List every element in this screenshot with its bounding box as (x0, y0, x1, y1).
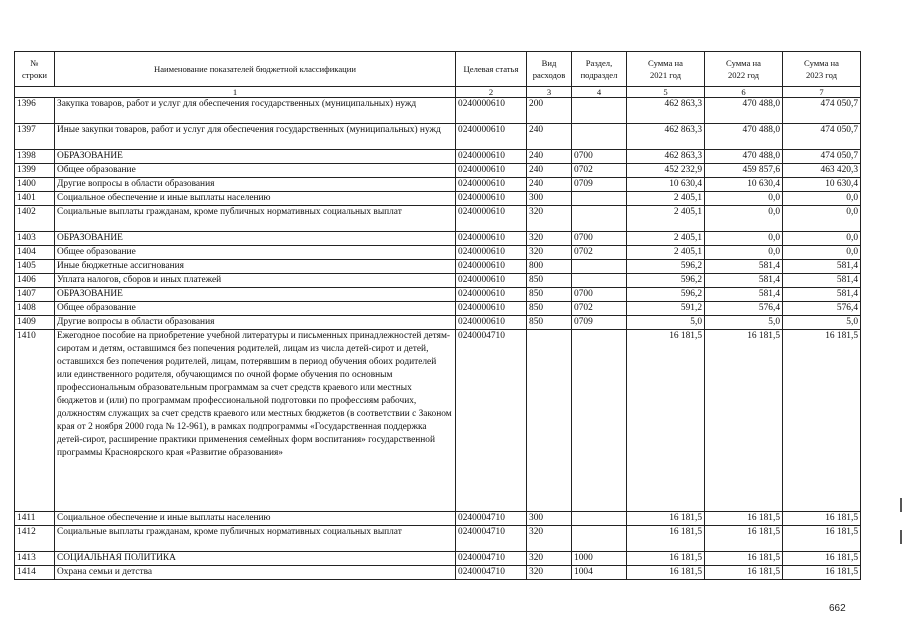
row-sum-2021: 16 181,5 (627, 330, 705, 512)
row-sum-2022: 576,4 (705, 302, 783, 316)
row-sum-2023: 16 181,5 (783, 566, 861, 580)
row-expense-type: 320 (527, 206, 572, 232)
table-row (15, 552, 861, 566)
row-expense-type: 300 (527, 192, 572, 206)
table-header-row (15, 52, 861, 87)
row-section (572, 124, 627, 150)
header-sum-2023: Сумма на 2023 год (783, 52, 861, 87)
row-name: Социальные выплаты гражданам, кроме публичных нормативных социальных выплат (55, 206, 456, 232)
row-number: 1402 (15, 206, 55, 232)
row-section (572, 192, 627, 206)
header-row-number: № строки (15, 52, 55, 87)
row-sum-2022: 16 181,5 (705, 330, 783, 512)
row-name: ОБРАЗОВАНИЕ (55, 150, 456, 164)
row-target-article: 0240000610 (456, 302, 527, 316)
row-section (572, 512, 627, 526)
scan-edge-mark (900, 530, 902, 544)
column-number-2: 2 (456, 87, 527, 98)
row-sum-2021: 2 405,1 (627, 206, 705, 232)
table-row (15, 206, 861, 232)
row-sum-2022: 10 630,4 (705, 178, 783, 192)
row-sum-2022: 470 488,0 (705, 124, 783, 150)
row-expense-type: 320 (527, 566, 572, 580)
row-target-article: 0240000610 (456, 316, 527, 330)
row-expense-type: 240 (527, 164, 572, 178)
row-number: 1405 (15, 260, 55, 274)
row-expense-type: 320 (527, 232, 572, 246)
header-expense-type: Вид расходов (527, 52, 572, 87)
row-target-article: 0240000610 (456, 246, 527, 260)
row-section (572, 98, 627, 124)
row-name: Другие вопросы в области образования (55, 316, 456, 330)
budget-table (14, 51, 861, 580)
table-row (15, 192, 861, 206)
table-row (15, 526, 861, 552)
row-sum-2021: 2 405,1 (627, 232, 705, 246)
row-expense-type: 200 (527, 98, 572, 124)
row-section: 0709 (572, 316, 627, 330)
column-number-7: 7 (783, 87, 861, 98)
column-number-6: 6 (705, 87, 783, 98)
row-section: 0702 (572, 164, 627, 178)
table-row (15, 124, 861, 150)
row-sum-2021: 462 863,3 (627, 150, 705, 164)
row-name: Общее образование (55, 246, 456, 260)
row-name: Ежегодное пособие на приобретение учебной литературы и письменных принадлежностей детям-сиротам и детям, оставшимся без попечения родителей, лицам из числа детей-сирот и детей, оставшихся без попечения родителей, лицам, потерявшим в период обучения обоих родителей или единственного родителя, обучающимся по очной форме обучения по основным профессиональным образовательным программам за счет средств краевого или местных бюджетов и (или) по программам профессиональной подготовки по профессиям рабочих, должностям служащих за счет средств краевого или местных бюджетов (в соответствии с Законом края от 2 ноября 2000 года № 12-961), в рамках подпрограммы «Государственная поддержка детей-сирот, расширение практики применения семейных форм воспитания» государственной программы Красноярского края «Развитие образования» (55, 330, 456, 512)
row-name: Охрана семьи и детства (55, 566, 456, 580)
row-sum-2022: 16 181,5 (705, 512, 783, 526)
row-sum-2023: 16 181,5 (783, 512, 861, 526)
row-expense-type: 850 (527, 274, 572, 288)
row-sum-2022: 0,0 (705, 192, 783, 206)
table-row (15, 302, 861, 316)
row-number: 1398 (15, 150, 55, 164)
row-sum-2022: 16 181,5 (705, 552, 783, 566)
row-name: ОБРАЗОВАНИЕ (55, 288, 456, 302)
row-sum-2021: 462 863,3 (627, 124, 705, 150)
table-row (15, 566, 861, 580)
row-sum-2021: 16 181,5 (627, 566, 705, 580)
row-number: 1408 (15, 302, 55, 316)
row-name: Иные закупки товаров, работ и услуг для обеспечения государственных (муниципальных) нужд (55, 124, 456, 150)
row-sum-2023: 581,4 (783, 288, 861, 302)
row-expense-type: 850 (527, 316, 572, 330)
row-number: 1406 (15, 274, 55, 288)
row-name: Социальные выплаты гражданам, кроме публичных нормативных социальных выплат (55, 526, 456, 552)
row-expense-type: 240 (527, 178, 572, 192)
row-sum-2021: 10 630,4 (627, 178, 705, 192)
row-name: Другие вопросы в области образования (55, 178, 456, 192)
table-row (15, 330, 861, 512)
row-number: 1409 (15, 316, 55, 330)
row-section: 0702 (572, 302, 627, 316)
row-sum-2023: 10 630,4 (783, 178, 861, 192)
row-section: 1004 (572, 566, 627, 580)
row-expense-type: 850 (527, 302, 572, 316)
row-sum-2023: 0,0 (783, 206, 861, 232)
table-row (15, 288, 861, 302)
row-target-article: 0240000610 (456, 232, 527, 246)
row-expense-type: 300 (527, 512, 572, 526)
row-target-article: 0240004710 (456, 330, 527, 512)
row-sum-2022: 470 488,0 (705, 150, 783, 164)
table-row (15, 246, 861, 260)
row-sum-2021: 596,2 (627, 288, 705, 302)
row-sum-2023: 463 420,3 (783, 164, 861, 178)
row-sum-2021: 16 181,5 (627, 552, 705, 566)
row-sum-2023: 576,4 (783, 302, 861, 316)
row-sum-2022: 16 181,5 (705, 526, 783, 552)
row-name: Уплата налогов, сборов и иных платежей (55, 274, 456, 288)
row-target-article: 0240000610 (456, 164, 527, 178)
row-section (572, 330, 627, 512)
table-row (15, 274, 861, 288)
row-expense-type (527, 330, 572, 512)
row-sum-2022: 459 857,6 (705, 164, 783, 178)
row-sum-2022: 581,4 (705, 288, 783, 302)
row-sum-2023: 474 050,7 (783, 98, 861, 124)
row-sum-2023: 0,0 (783, 192, 861, 206)
row-sum-2021: 591,2 (627, 302, 705, 316)
column-number-row (15, 87, 861, 98)
row-sum-2021: 462 863,3 (627, 98, 705, 124)
scan-edge-mark (900, 498, 902, 512)
row-target-article: 0240004710 (456, 552, 527, 566)
row-section (572, 206, 627, 232)
row-target-article: 0240000610 (456, 178, 527, 192)
row-target-article: 0240004710 (456, 526, 527, 552)
row-number: 1396 (15, 98, 55, 124)
row-sum-2023: 0,0 (783, 232, 861, 246)
table-row (15, 164, 861, 178)
row-section: 0702 (572, 246, 627, 260)
row-sum-2023: 474 050,7 (783, 124, 861, 150)
row-sum-2021: 2 405,1 (627, 192, 705, 206)
row-sum-2023: 581,4 (783, 274, 861, 288)
row-name: Общее образование (55, 164, 456, 178)
table-body (15, 98, 861, 580)
row-target-article: 0240000610 (456, 274, 527, 288)
column-number-4: 4 (572, 87, 627, 98)
row-section: 1000 (572, 552, 627, 566)
row-sum-2023: 5,0 (783, 316, 861, 330)
row-section: 0700 (572, 232, 627, 246)
row-expense-type: 800 (527, 260, 572, 274)
header-indicator-name: Наименование показателей бюджетной классификации (55, 52, 456, 87)
row-name: Закупка товаров, работ и услуг для обеспечения государственных (муниципальных) нужд (55, 98, 456, 124)
table-row (15, 260, 861, 274)
row-name: Социальное обеспечение и иные выплаты населению (55, 192, 456, 206)
row-sum-2022: 470 488,0 (705, 98, 783, 124)
row-sum-2021: 2 405,1 (627, 246, 705, 260)
row-target-article: 0240000610 (456, 124, 527, 150)
row-sum-2021: 16 181,5 (627, 526, 705, 552)
row-sum-2023: 16 181,5 (783, 526, 861, 552)
row-number: 1401 (15, 192, 55, 206)
row-expense-type: 320 (527, 526, 572, 552)
row-sum-2022: 581,4 (705, 260, 783, 274)
row-target-article: 0240000610 (456, 150, 527, 164)
row-sum-2021: 596,2 (627, 260, 705, 274)
row-sum-2023: 474 050,7 (783, 150, 861, 164)
row-expense-type: 240 (527, 150, 572, 164)
header-sum-2021: Сумма на 2021 год (627, 52, 705, 87)
row-sum-2023: 0,0 (783, 246, 861, 260)
column-number-3: 3 (527, 87, 572, 98)
row-number: 1414 (15, 566, 55, 580)
row-number: 1412 (15, 526, 55, 552)
table-row (15, 178, 861, 192)
row-name: Иные бюджетные ассигнования (55, 260, 456, 274)
row-expense-type: 240 (527, 124, 572, 150)
page-number: 662 (829, 603, 846, 614)
row-expense-type: 850 (527, 288, 572, 302)
header-target-article: Целевая статья (456, 52, 527, 87)
row-number: 1404 (15, 246, 55, 260)
row-section: 0700 (572, 288, 627, 302)
table-row (15, 150, 861, 164)
table-row (15, 98, 861, 124)
row-sum-2022: 0,0 (705, 206, 783, 232)
column-number-1: 1 (15, 87, 456, 98)
row-sum-2021: 5,0 (627, 316, 705, 330)
header-sum-2022: Сумма на 2022 год (705, 52, 783, 87)
table-row (15, 232, 861, 246)
column-number-5: 5 (627, 87, 705, 98)
row-expense-type: 320 (527, 246, 572, 260)
table-row (15, 512, 861, 526)
row-target-article: 0240000610 (456, 288, 527, 302)
row-target-article: 0240000610 (456, 260, 527, 274)
row-number: 1410 (15, 330, 55, 512)
row-sum-2022: 5,0 (705, 316, 783, 330)
row-sum-2022: 0,0 (705, 232, 783, 246)
row-name: Общее образование (55, 302, 456, 316)
row-number: 1400 (15, 178, 55, 192)
row-section (572, 260, 627, 274)
row-section: 0709 (572, 178, 627, 192)
row-name: ОБРАЗОВАНИЕ (55, 232, 456, 246)
row-section (572, 526, 627, 552)
row-section (572, 274, 627, 288)
row-sum-2023: 581,4 (783, 260, 861, 274)
row-name: СОЦИАЛЬНАЯ ПОЛИТИКА (55, 552, 456, 566)
row-number: 1413 (15, 552, 55, 566)
row-sum-2023: 16 181,5 (783, 552, 861, 566)
table-row (15, 316, 861, 330)
row-expense-type: 320 (527, 552, 572, 566)
row-number: 1397 (15, 124, 55, 150)
row-target-article: 0240000610 (456, 98, 527, 124)
row-sum-2023: 16 181,5 (783, 330, 861, 512)
row-number: 1407 (15, 288, 55, 302)
row-target-article: 0240004710 (456, 512, 527, 526)
row-target-article: 0240000610 (456, 192, 527, 206)
row-target-article: 0240004710 (456, 566, 527, 580)
header-section: Раздел, подраздел (572, 52, 627, 87)
row-sum-2022: 16 181,5 (705, 566, 783, 580)
row-sum-2021: 452 232,9 (627, 164, 705, 178)
row-sum-2022: 581,4 (705, 274, 783, 288)
row-number: 1399 (15, 164, 55, 178)
row-sum-2022: 0,0 (705, 246, 783, 260)
row-section: 0700 (572, 150, 627, 164)
row-target-article: 0240000610 (456, 206, 527, 232)
row-sum-2021: 16 181,5 (627, 512, 705, 526)
row-number: 1411 (15, 512, 55, 526)
row-name: Социальное обеспечение и иные выплаты населению (55, 512, 456, 526)
row-number: 1403 (15, 232, 55, 246)
row-sum-2021: 596,2 (627, 274, 705, 288)
